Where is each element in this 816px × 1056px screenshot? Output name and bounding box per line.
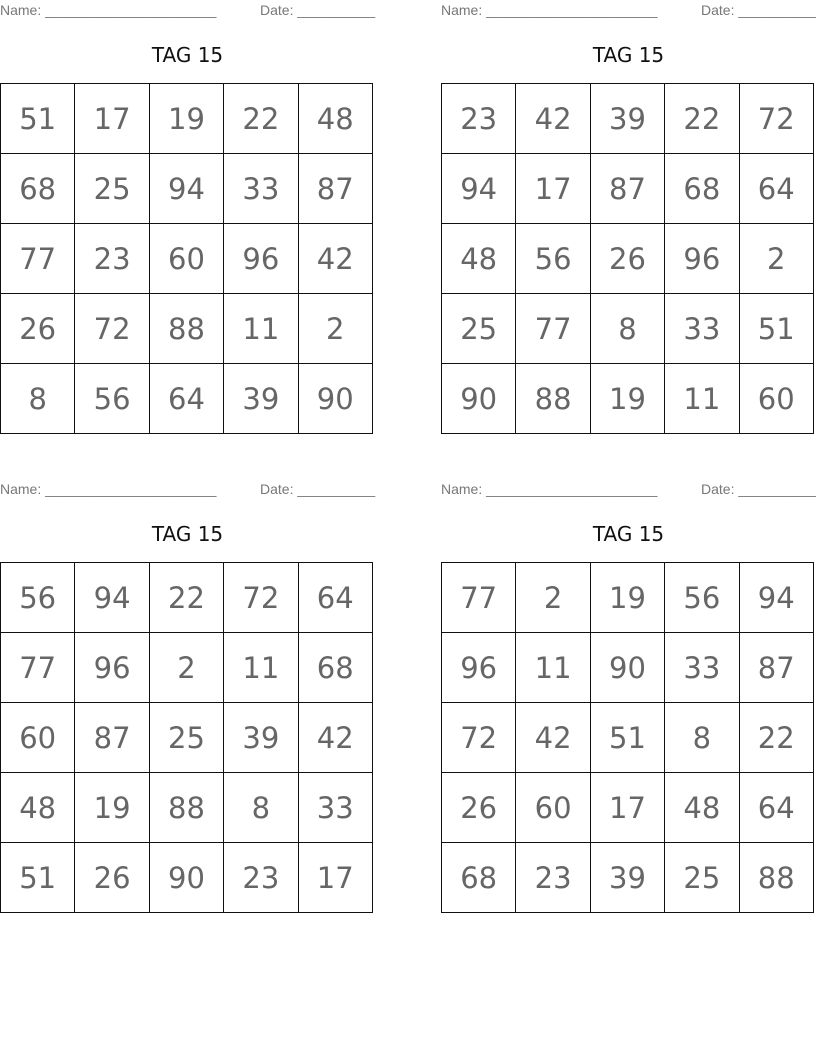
grid-cell: 77 (442, 563, 516, 633)
grid-row (1, 703, 373, 773)
date-field-label: Date: __________ (701, 481, 816, 497)
grid-cell: 56 (1, 563, 75, 633)
grid-cell: 68 (665, 154, 739, 224)
grid-cell: 88 (516, 364, 590, 434)
grid-cell: 8 (1, 364, 75, 434)
grid-cell: 64 (298, 563, 372, 633)
card-title: TAG 15 (592, 43, 665, 67)
grid-cell: 77 (1, 224, 75, 294)
grid-cell: 23 (224, 843, 298, 913)
grid-cell: 26 (590, 224, 664, 294)
grid-cell: 8 (590, 294, 664, 364)
grid-row (1, 294, 373, 364)
grid-cell: 23 (75, 224, 149, 294)
grid-cell: 51 (590, 703, 664, 773)
grid-row (442, 84, 814, 154)
grid-cell: 2 (298, 294, 372, 364)
bingo-grid (441, 562, 814, 913)
grid-cell: 72 (224, 563, 298, 633)
grid-cell: 42 (516, 84, 590, 154)
grid-row (1, 84, 373, 154)
grid-row (442, 563, 814, 633)
name-field-label: Name: ______________________ (0, 481, 217, 497)
grid-row (442, 364, 814, 434)
grid-cell: 72 (442, 703, 516, 773)
grid-row (442, 154, 814, 224)
grid-cell: 8 (665, 703, 739, 773)
grid-row (442, 633, 814, 703)
grid-cell: 90 (590, 633, 664, 703)
grid-cell: 22 (149, 563, 223, 633)
grid-cell: 56 (75, 364, 149, 434)
grid-cell: 64 (739, 773, 813, 843)
card-title: TAG 15 (151, 43, 224, 67)
grid-cell: 19 (75, 773, 149, 843)
grid-cell: 11 (224, 294, 298, 364)
grid-cell: 96 (224, 224, 298, 294)
grid-cell: 96 (665, 224, 739, 294)
name-field-label: Name: ______________________ (441, 2, 658, 18)
bingo-grid (441, 83, 814, 434)
grid-cell: 23 (442, 84, 516, 154)
grid-cell: 60 (739, 364, 813, 434)
grid-row (1, 773, 373, 843)
grid-row (1, 633, 373, 703)
grid-cell: 17 (298, 843, 372, 913)
grid-cell: 11 (516, 633, 590, 703)
grid-cell: 19 (149, 84, 223, 154)
grid-row (1, 224, 373, 294)
grid-cell: 39 (224, 703, 298, 773)
grid-cell: 77 (516, 294, 590, 364)
card-header (441, 0, 816, 20)
grid-cell: 48 (665, 773, 739, 843)
grid-cell: 33 (298, 773, 372, 843)
grid-cell: 68 (298, 633, 372, 703)
bingo-grid (0, 562, 373, 913)
grid-cell: 96 (75, 633, 149, 703)
date-field-label: Date: __________ (260, 2, 376, 18)
name-field-label: Name: ______________________ (441, 481, 658, 497)
grid-cell: 39 (590, 843, 664, 913)
grid-row (442, 703, 814, 773)
grid-cell: 19 (590, 563, 664, 633)
grid-cell: 56 (665, 563, 739, 633)
grid-cell: 87 (590, 154, 664, 224)
grid-cell: 88 (149, 294, 223, 364)
grid-cell: 64 (149, 364, 223, 434)
grid-cell: 87 (298, 154, 372, 224)
grid-cell: 60 (149, 224, 223, 294)
grid-cell: 94 (75, 563, 149, 633)
grid-cell: 42 (516, 703, 590, 773)
grid-cell: 72 (75, 294, 149, 364)
date-field-label: Date: __________ (701, 2, 816, 18)
grid-cell: 60 (1, 703, 75, 773)
grid-cell: 88 (739, 843, 813, 913)
grid-cell: 51 (1, 84, 75, 154)
grid-cell: 25 (75, 154, 149, 224)
grid-cell: 33 (665, 633, 739, 703)
grid-cell: 90 (149, 843, 223, 913)
grid-cell: 94 (739, 563, 813, 633)
grid-cell: 22 (739, 703, 813, 773)
grid-cell: 90 (442, 364, 516, 434)
grid-row (442, 843, 814, 913)
grid-cell: 48 (1, 773, 75, 843)
grid-cell: 25 (149, 703, 223, 773)
grid-cell: 19 (590, 364, 664, 434)
grid-cell: 87 (739, 633, 813, 703)
grid-cell: 17 (590, 773, 664, 843)
grid-cell: 96 (442, 633, 516, 703)
grid-row (1, 843, 373, 913)
grid-cell: 48 (442, 224, 516, 294)
grid-row (1, 154, 373, 224)
grid-cell: 33 (224, 154, 298, 224)
grid-cell: 26 (75, 843, 149, 913)
grid-cell: 87 (75, 703, 149, 773)
grid-cell: 25 (442, 294, 516, 364)
grid-cell: 2 (516, 563, 590, 633)
grid-cell: 8 (224, 773, 298, 843)
grid-cell: 51 (1, 843, 75, 913)
grid-cell: 42 (298, 703, 372, 773)
grid-cell: 72 (739, 84, 813, 154)
grid-cell: 68 (1, 154, 75, 224)
grid-cell: 33 (665, 294, 739, 364)
grid-cell: 11 (665, 364, 739, 434)
name-field-label: Name: ______________________ (0, 2, 217, 18)
grid-cell: 64 (739, 154, 813, 224)
grid-cell: 26 (442, 773, 516, 843)
bingo-grid (0, 83, 373, 434)
date-field-label: Date: __________ (260, 481, 376, 497)
grid-cell: 48 (298, 84, 372, 154)
grid-cell: 60 (516, 773, 590, 843)
grid-cell: 68 (442, 843, 516, 913)
grid-cell: 42 (298, 224, 372, 294)
card-title: TAG 15 (151, 522, 224, 546)
grid-cell: 2 (149, 633, 223, 703)
grid-cell: 17 (75, 84, 149, 154)
grid-cell: 56 (516, 224, 590, 294)
grid-cell: 25 (665, 843, 739, 913)
grid-cell: 26 (1, 294, 75, 364)
grid-row (442, 224, 814, 294)
grid-cell: 88 (149, 773, 223, 843)
card-title: TAG 15 (592, 522, 665, 546)
grid-cell: 22 (665, 84, 739, 154)
grid-cell: 51 (739, 294, 813, 364)
grid-row (1, 364, 373, 434)
grid-row (442, 773, 814, 843)
card-header (0, 479, 375, 499)
card-header (0, 0, 375, 20)
grid-cell: 11 (224, 633, 298, 703)
grid-cell: 23 (516, 843, 590, 913)
grid-cell: 22 (224, 84, 298, 154)
grid-cell: 17 (516, 154, 590, 224)
grid-cell: 94 (149, 154, 223, 224)
grid-cell: 94 (442, 154, 516, 224)
card-header (441, 479, 816, 499)
grid-cell: 39 (224, 364, 298, 434)
grid-cell: 39 (590, 84, 664, 154)
grid-cell: 90 (298, 364, 372, 434)
grid-cell: 77 (1, 633, 75, 703)
grid-row (1, 563, 373, 633)
grid-cell: 2 (739, 224, 813, 294)
grid-row (442, 294, 814, 364)
